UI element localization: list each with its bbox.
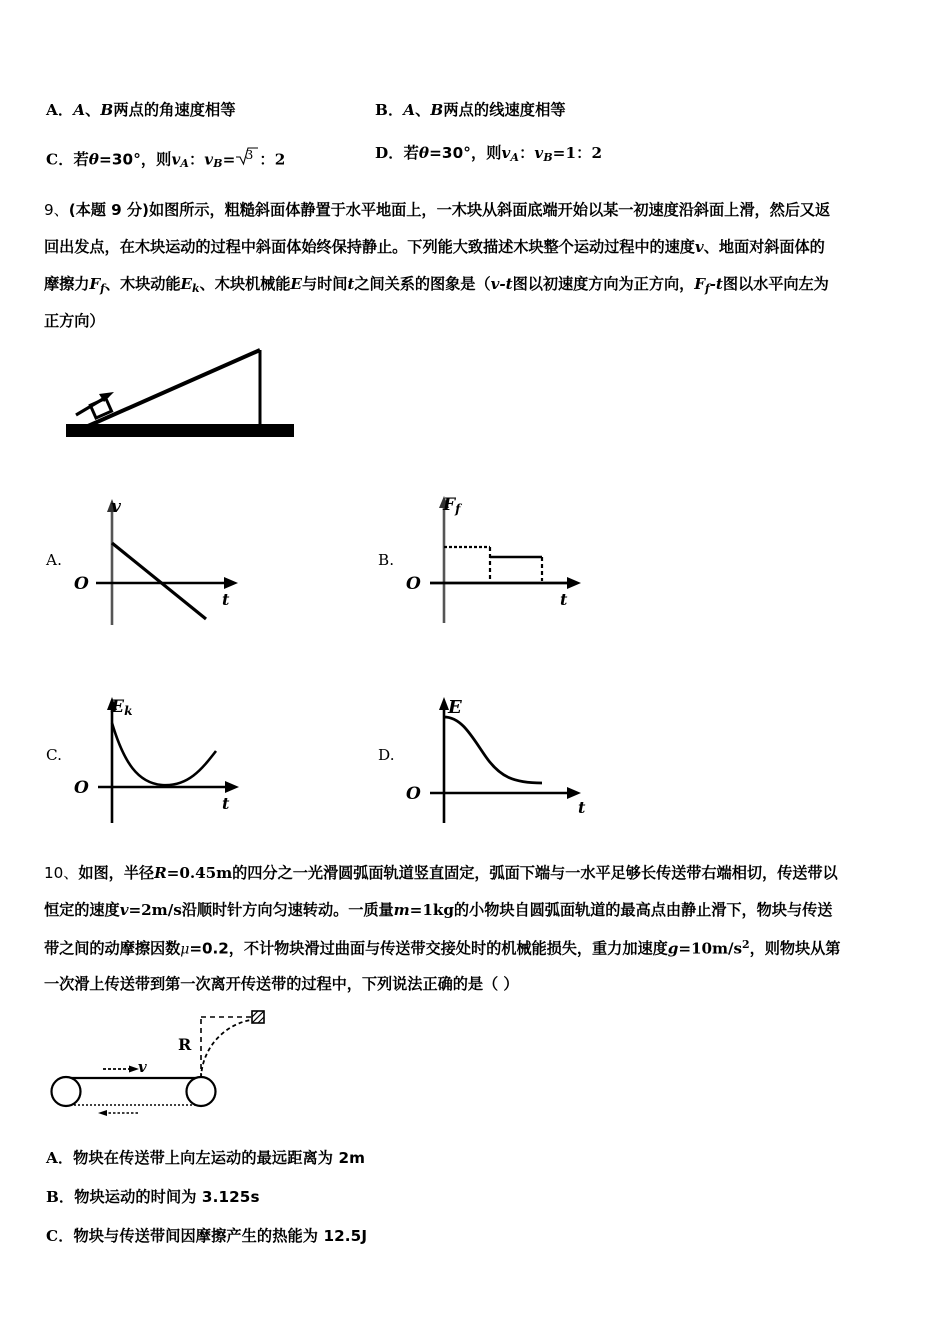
q8-option-d-theta: θ xyxy=(418,144,430,162)
q10-symbol-m: m xyxy=(393,901,410,919)
q8-option-a-sep: 、 xyxy=(85,101,101,119)
q9-stem-line-3 xyxy=(44,277,922,295)
q8-option-c-v1-sub: A xyxy=(180,157,189,171)
q9-stem-line-4 xyxy=(44,314,922,329)
q8-option-a-var2: B xyxy=(100,101,114,119)
q10-option-a-letter: A． xyxy=(46,1149,74,1167)
q9-symbol-vt: v-t xyxy=(490,275,513,293)
q10-stem-text-2a: 恒定的速度 xyxy=(44,901,120,919)
q9-graph-d-origin: O xyxy=(406,784,421,804)
q8-option-c-v2: v xyxy=(204,150,214,169)
q9-score-tag: (本题 9 分) xyxy=(68,201,149,219)
q8-option-a-letter: A xyxy=(46,101,58,119)
q10-stem-text-2c: 的小物块自圆弧面轨道的最高点由静止滑下，物块与传送 xyxy=(453,901,833,919)
q10-stem-text-1a: 如图，半径 xyxy=(78,864,155,882)
q8-option-c-angle: =30°，则 xyxy=(99,150,172,169)
q10-value-g-exponent: 2 xyxy=(742,938,750,951)
q9-stem-text-3f: 图以初速度方向为正方向， xyxy=(512,275,695,293)
q10-stem-line-4 xyxy=(44,977,922,992)
q8-option-d-equals: =1：2 xyxy=(552,144,603,162)
q9-graph-d-letter: D. xyxy=(378,746,395,764)
q9-graph-d-xlabel: t xyxy=(578,798,586,817)
q9-graph-c-letter: C. xyxy=(46,746,63,764)
square-root-icon xyxy=(235,146,259,166)
q9-symbol-t: t xyxy=(347,275,355,293)
q8-option-c-v1: v xyxy=(171,150,181,169)
q10-option-a-label: 物块在传送带上向左运动的最远距离为 2m xyxy=(73,1149,366,1167)
q10-conveyor-figure xyxy=(46,1006,316,1128)
q9-graph-b-xlabel: t xyxy=(560,590,568,609)
q8-option-c-equals: = xyxy=(222,150,236,169)
q9-graph-c-ylabel: $E_k$ xyxy=(111,697,133,719)
q9-number: 9、 xyxy=(44,201,69,219)
q8-option-b: B．A、B两点的线速度相等 xyxy=(375,101,566,119)
q9-stem-text-2a: 回出发点，在木块运动的过程中斜面体始终保持静止。下列能大致描述木块整个运动过程中的速度 xyxy=(44,238,695,256)
q10-option-a xyxy=(46,1151,365,1166)
q10-option-b-label: 物块运动的时间为 3.125s xyxy=(74,1188,260,1206)
q9-stem-text-2b: 、地面对斜面体的 xyxy=(703,238,825,256)
q8-option-c-letter: C xyxy=(46,150,59,169)
q9-symbol-F: F xyxy=(89,275,101,293)
q10-stem-text-3a: 带之间的动摩擦因数 xyxy=(44,939,181,958)
q10-option-c xyxy=(46,1229,367,1244)
q10-option-c-letter: C． xyxy=(46,1227,74,1245)
q9-stem-line-2 xyxy=(44,240,922,255)
q9-stem-text-3b: 、木块动能 xyxy=(104,275,181,293)
q10-stem-line-1 xyxy=(44,866,922,881)
q10-stem-line-2 xyxy=(44,903,922,918)
q9-stem-text-3d: 与时间 xyxy=(301,275,348,293)
q9-symbol-Ft2: -t xyxy=(709,275,723,293)
q8-option-d: D．若θ=30°，则$v_A$：$v_B=1$：2 xyxy=(375,144,603,164)
q8-option-d-v2: v xyxy=(534,144,544,162)
q9-stem-text-3e: 之间关系的图象是（ xyxy=(354,275,491,293)
q9-symbol-Ek: E xyxy=(180,275,193,293)
q10-symbol-mu: μ xyxy=(180,941,190,958)
q10-option-b-letter: B． xyxy=(46,1188,75,1206)
q8-option-b-label: 两点的线速度相等 xyxy=(443,101,566,119)
q9-graph-b-origin: O xyxy=(406,574,421,594)
q9-symbol-Ek-sub: k xyxy=(192,281,200,295)
q8-option-d-colon: ： xyxy=(519,144,535,162)
q10-symbol-g: g xyxy=(667,939,679,958)
q9-graph-b-letter: B. xyxy=(378,551,395,569)
q9-symbol-F-sub: f xyxy=(100,281,105,295)
q9-graph-c-xlabel: t xyxy=(222,794,230,813)
q8-option-d-v1: v xyxy=(501,144,511,162)
q8-option-d-prefix: 若 xyxy=(403,144,419,162)
q10-number: 10、 xyxy=(44,864,79,882)
q8-option-c-ratio: ：2 xyxy=(259,150,286,169)
q10-option-c-label: 物块与传送带间因摩擦产生的热能为 12.5J xyxy=(73,1227,368,1245)
q8-option-d-v2-sub: B xyxy=(543,150,553,164)
q9-stem-text-3g: 图以水平向左为 xyxy=(722,275,829,293)
q9-incline-figure xyxy=(52,336,312,448)
q8-option-a-label: 两点的角速度相等 xyxy=(113,101,236,119)
q9-stem-text-4: 正方向） xyxy=(44,312,105,330)
q10-stem-text-4: 一次滑上传送带到第一次离开传送带的过程中，下列说法正确的是（ ） xyxy=(44,975,519,993)
q10-value-g: =10m/s xyxy=(678,939,743,958)
q8-option-c-v2-sub: B xyxy=(213,157,223,171)
q8-option-d-angle: =30°，则 xyxy=(429,144,502,162)
q9-graph-a-origin: O xyxy=(74,574,89,594)
q10-option-b xyxy=(46,1190,260,1205)
q8-option-a-var1: A xyxy=(73,101,86,119)
q8-option-b-letter: B xyxy=(375,101,388,119)
q8-option-c: C．若θ=30°，则$v_A$：$v_B=$ 3 ：2 xyxy=(46,147,286,171)
q9-graph-a-xlabel: t xyxy=(222,590,230,609)
q9-stem-text-3a: 摩擦力 xyxy=(44,275,90,293)
q9-symbol-Ft-sub: f xyxy=(704,281,710,295)
q8-option-a: A．A、B两点的角速度相等 xyxy=(46,101,236,119)
q10-stem-line-3 xyxy=(44,940,922,956)
q9-symbol-Ft: F xyxy=(694,275,705,293)
q8-option-c-theta: θ xyxy=(88,150,100,169)
q8-option-c-colon: ： xyxy=(189,150,205,169)
q8-option-b-sep: 、 xyxy=(415,101,431,119)
q9-graph-a-ylabel: v xyxy=(111,497,121,517)
q9-graph-d-ylabel: E xyxy=(448,697,462,718)
q9-stem-text-3c: 、木块机械能 xyxy=(199,275,291,293)
q10-value-R: =0.45m xyxy=(166,864,233,882)
q10-value-v: =2m/s xyxy=(128,901,182,919)
q8-option-c-prefix: 若 xyxy=(73,150,89,169)
q9-graph-b-ylabel: $F_f$ xyxy=(443,495,461,517)
q10-stem-text-1b: 的四分之一光滑圆弧面轨道竖直固定，弧面下端与一水平足够长传送带右端相切，传送带以 xyxy=(232,864,838,882)
q9-symbol-v: v xyxy=(694,238,704,256)
q10-fig-radius-label: R xyxy=(178,1035,192,1054)
q10-fig-velocity-label: v xyxy=(138,1058,147,1076)
q8-option-b-var2: B xyxy=(430,101,444,119)
q8-option-c-radicand: 3 xyxy=(245,147,254,162)
q10-symbol-v: v xyxy=(119,901,129,919)
q9-stem-text-1: 如图所示，粗糙斜面体静置于水平地面上，一木块从斜面底端开始以某一初速度沿斜面上滑，然后又返 xyxy=(148,201,831,219)
q9-symbol-E: E xyxy=(290,275,302,293)
q8-option-d-letter: D xyxy=(375,144,389,162)
q10-stem-text-3b: =0.2，不计物块滑过曲面与传送带交接处时的机械能损失，重力加速度 xyxy=(189,939,668,958)
q8-option-b-var1: A xyxy=(403,101,416,119)
q9-stem-line-1 xyxy=(44,203,922,218)
q10-symbol-R: R xyxy=(154,864,167,882)
q9-graph-c-origin: O xyxy=(74,778,89,798)
q10-stem-text-3c: ，则物块从第 xyxy=(749,939,841,958)
q10-stem-text-2b: 沿顺时针方向匀速转动。一质量 xyxy=(181,901,394,919)
q9-graph-a-letter: A. xyxy=(46,551,62,569)
q8-option-d-v1-sub: A xyxy=(510,150,520,164)
q10-value-m: =1kg xyxy=(409,901,454,919)
